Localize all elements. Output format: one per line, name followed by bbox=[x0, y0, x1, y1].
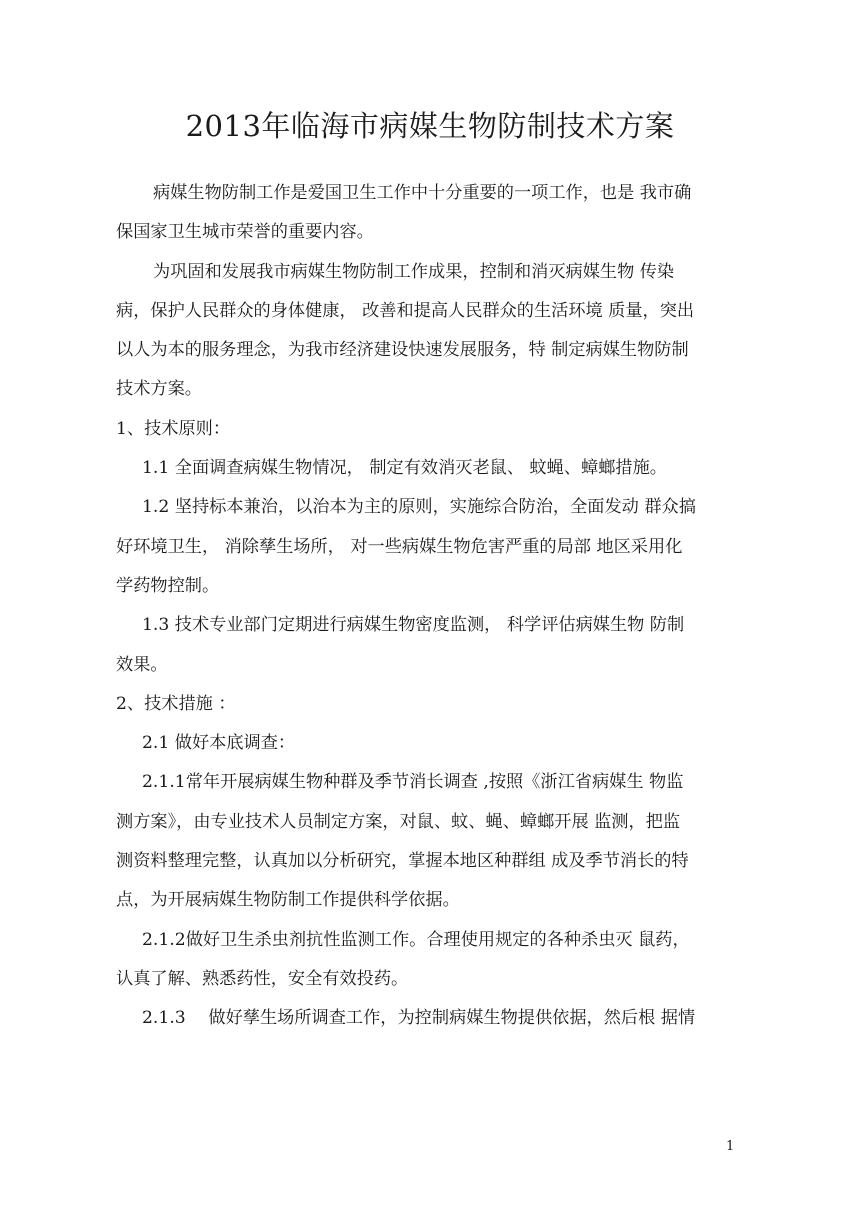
item-1-2-line-3: 学药物控制。 bbox=[116, 575, 220, 596]
section-heading-technical-principles: 1、技术原则： bbox=[116, 418, 231, 439]
page-number: 1 bbox=[726, 1139, 735, 1154]
item-2-1: 2.1 做好本底调查： bbox=[142, 733, 296, 754]
item-2-1-2-line-2: 认真了解、熟悉药性，安全有效投药。 bbox=[116, 968, 409, 989]
item-1-3-line-2: 效果。 bbox=[116, 654, 168, 675]
paragraph-intro-line-2: 保国家卫生城市荣誉的重要内容。 bbox=[116, 222, 374, 243]
item-1-1: 1.1 全面调查病媒生物情况， 制定有效消灭老鼠、 蚊蝇、蟑螂措施。 bbox=[142, 458, 667, 479]
section-heading-technical-measures: 2、技术措施 ： bbox=[116, 693, 236, 714]
paragraph-purpose-line-4: 技术方案。 bbox=[116, 379, 202, 400]
paragraph-purpose-line-1: 为巩固和发展我市病媒生物防制工作成果，控制和消灭病媒生物 传染 bbox=[153, 261, 675, 282]
paragraph-purpose-line-2: 病，保护人民群众的身体健康， 改善和提高人民群众的生活环境 质量，突出 bbox=[116, 300, 695, 321]
document-body bbox=[116, 174, 742, 1039]
item-2-1-1-line-3: 测资料整理完整，认真加以分析研究，掌握本地区种群组 成及季节消长的特 bbox=[116, 851, 689, 872]
item-2-1-1-line-2: 测方案》，由专业技术人员制定方案，对鼠、蚊、蝇、蟑螂开展 监测，把监 bbox=[116, 811, 681, 832]
item-2-1-1-line-4: 点，为开展病媒生物防制工作提供科学依据。 bbox=[116, 890, 460, 911]
item-1-2-line-1: 1.2 坚持标本兼治，以治本为主的原则，实施综合防治，全面发动 群众搞 bbox=[142, 497, 696, 518]
item-1-2-line-2: 好环境卫生， 消除孳生场所， 对一些病媒生物危害严重的局部 地区采用化 bbox=[116, 536, 683, 557]
item-2-1-1-line-1: 2.1.1常年开展病媒生物种群及季节消长调查 ,按照《浙江省病媒生 物监 bbox=[142, 772, 684, 793]
item-2-1-2-line-1: 2.1.2做好卫生杀虫剂抗性监测工作。合理使用规定的各种杀虫灭 鼠药， bbox=[142, 929, 690, 950]
paragraph-intro-line-1: 病媒生物防制工作是爱国卫生工作中十分重要的一项工作，也是 我市确 bbox=[153, 183, 692, 203]
item-1-3-line-1: 1.3 技术专业部门定期进行病媒生物密度监测， 科学评估病媒生物 防制 bbox=[142, 615, 685, 636]
document-title: 2013年临海市病媒生物防制技术方案 bbox=[185, 109, 675, 143]
paragraph-purpose-line-3: 以人为本的服务理念，为我市经济建设快速发展服务，特 制定病媒生物防制 bbox=[116, 340, 689, 361]
item-2-1-3-line-1: 2.1.3 做好孳生场所调查工作，为控制病媒生物提供依据，然后根 据情 bbox=[142, 1008, 696, 1029]
